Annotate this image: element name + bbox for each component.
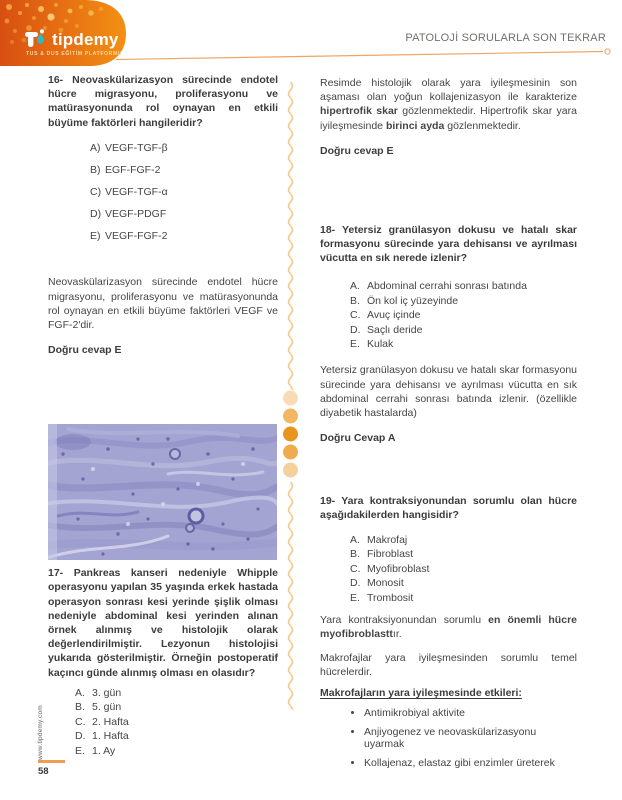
option-17-d: D. 1. Hafta: [75, 730, 129, 743]
option-17-e: E. 1. Ay: [75, 744, 116, 757]
divider-wave-top: [283, 82, 298, 390]
macrophage-note: Makrofajlar yara iyileşmesinden sorumlu temel hücrelerdir.: [320, 652, 577, 679]
question-18-explanation: Yetersiz granülasyon dokusu ve hatalı skar formasyonu sürecinde yara dehisansı ve ayrılması vücutta en sık abdominal cerrahi sonrası batında izlenir. (özellikle diyabetik hastalarda): [320, 364, 578, 420]
section-title: PATOLOJİ SORULARLA SON TEKRAR: [405, 32, 606, 44]
logo: [24, 28, 119, 50]
hypertrophic-scar-note: Resimde histolojik olarak yara iyileşmesinin son aşaması olan yoğun kollajenizasyon ile karakterize hipertrofik skar gözlenmektedir. Hipertrofik skar yara iyileşmesinde birinci ayda gözlenmektedir.: [320, 77, 577, 132]
option-19-c: C. Myofibroblast: [350, 562, 430, 575]
option-16-b: B) EGF-FGF-2: [90, 163, 161, 176]
tipdemy-droplet-icon: [24, 28, 48, 50]
option-16-d: D) VEGF-PDGF: [90, 207, 167, 220]
question-17-stem: 17- Pankreas kanseri nedeniyle Whipple operasyonu yapılan 35 yaşında erkek hastada operasyon sonrası kesi yerinde şişlik olması nedeniyle abdominal kesi yerinden alınan örnek alınmış ve histolojik olarak değerlendirilmiştir. Lezyonun histolojisi yukarıda gösterilmiştir. Örneğin postoperatif kaçıncı günde alınmış olması en olasıdır?: [48, 567, 278, 679]
option-19-d: D. Monosit: [350, 577, 404, 590]
option-18-b: B. Ön kol iç yüzeyinde: [350, 294, 459, 307]
option-17-c: C. 2. Hafta: [75, 715, 129, 728]
divider-dots: [283, 391, 298, 478]
macrophage-effects-list: [320, 707, 577, 769]
macrophage-effects-heading: Makrofajların yara iyileşmesinde etkileri:: [320, 687, 522, 700]
left-column: [48, 73, 278, 758]
question-19-stem: 19- Yara kontraksiyonundan sorumlu olan hücre aşağıdakilerden hangisidir?: [320, 495, 577, 522]
question-18-stem: 18- Yetersiz granülasyon dokusu ve hatalı skar formasyonu sürecinde yara dehisansı ve ayrılması vücutta en sık nerede izlenir?: [320, 223, 577, 265]
logo-text: tipdemy: [52, 29, 119, 49]
website-url-vertical: www.tipdemy.com: [37, 705, 44, 760]
option-18-e: E. Kulak: [350, 338, 394, 351]
option-17-a: A. 3. gün: [75, 686, 122, 699]
right-column: [320, 70, 577, 776]
question-19-options: [320, 533, 577, 605]
question-18-answer: Doğru Cevap A: [320, 432, 396, 445]
effect-item: • Kollajenaz, elastaz gibi enzimler üreterek: [364, 757, 577, 769]
question-16-answer: Doğru cevap E: [48, 344, 122, 357]
question-17-options: [48, 686, 278, 758]
question-16-options: [48, 142, 278, 244]
option-18-a: A. Abdominal cerrahi sonrası batında: [350, 280, 527, 293]
question-19-explanation: Yara kontraksiyonundan sorumlu en önemli hücre myofibroblasttır.: [320, 613, 577, 640]
option-16-a: A) VEGF-TGF-β: [90, 141, 168, 154]
effect-item: • Anjiyogenez ve neovaskülarizasyonu uyarmak: [364, 726, 577, 750]
option-17-b: B. 5. gün: [75, 701, 122, 714]
option-18-d: D. Saçlı deride: [350, 323, 423, 336]
logo-tagline: TUS & DUS EĞİTİM PLATFORMU: [26, 51, 123, 57]
option-19-b: B. Fibroblast: [350, 548, 414, 561]
histology-image: [48, 424, 277, 560]
footer-accent-line: [38, 760, 65, 763]
divider-wave-bottom: [283, 482, 298, 710]
option-18-c: C. Avuç içinde: [350, 309, 421, 322]
effect-item: • Antimikrobiyal aktivite: [364, 707, 577, 719]
option-19-a: A. Makrofaj: [350, 533, 408, 546]
option-16-c: C) VEGF-TGF-α: [90, 185, 168, 198]
column-divider: [283, 82, 298, 714]
question-16-explanation: Neovaskülarizasyon sürecinde endotel hücre migrasyonu, proliferasyonu ve matürasyonunda rol oynayan en etkili büyüme faktörleri VEGF ve FGF-2'dir.: [48, 276, 278, 331]
question-18-options: [320, 279, 577, 351]
option-19-e: E. Trombosit: [350, 591, 414, 604]
question-16-stem: 16- Neovaskülarizasyon sürecinde endotel hücre migrasyonu, proliferasyonu ve matürasyonunda rol oynayan en etkili büyüme faktörleri hangileridir?: [48, 74, 278, 129]
question-17-answer: Doğru cevap E: [320, 144, 394, 157]
option-16-e: E) VEGF-FGF-2: [90, 229, 168, 242]
page-number: 58: [38, 766, 49, 777]
